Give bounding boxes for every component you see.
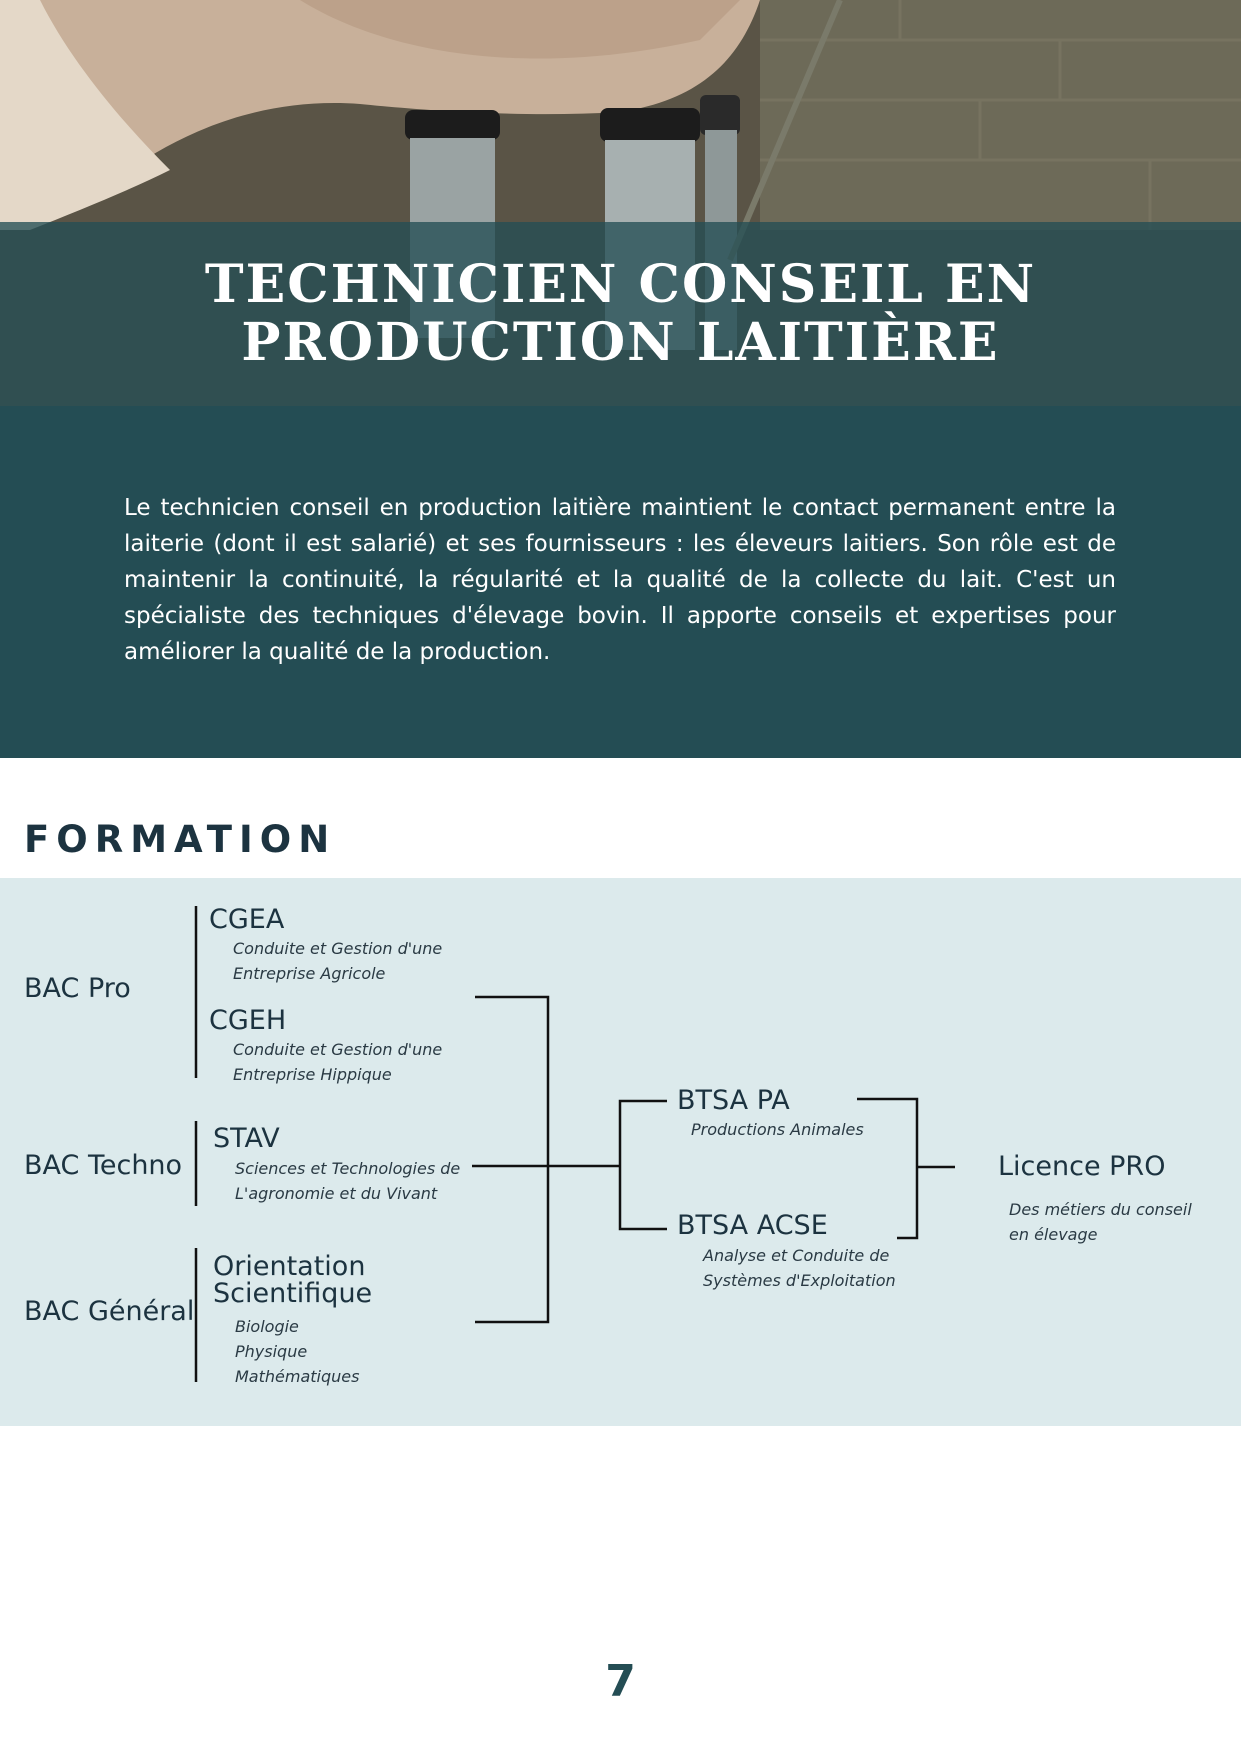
stav-desc-line1: Sciences et Technologies de: [235, 1159, 461, 1178]
bac-pro-label: BAC Pro: [24, 973, 131, 1004]
btsa-pa-desc: Productions Animales: [691, 1120, 864, 1139]
intro-paragraph: Le technicien conseil en production laitière maintient le contact permanent entre la laiterie (dont il est salarié) et ses fournisseurs : les éleveurs laitiers. Son rôle est de maintenir la continuité, la régularité et la qualité de la collecte du lait. C'est un spécialiste des techniques d'élevage bovin. Il apporte conseils et expertises pour améliorer la qualité de la production.: [124, 495, 1116, 665]
formation-heading: FORMATION: [24, 818, 337, 861]
page-title: [0, 256, 1241, 372]
page-number: 7: [605, 1656, 636, 1707]
licence-pro-desc-line2: en élevage: [1009, 1225, 1098, 1244]
orientation-label-line2: Scientifique: [213, 1278, 373, 1309]
intro-block: [0, 406, 1241, 758]
stav-label: STAV: [213, 1123, 280, 1154]
stav-desc-line2: L'agronomie et du Vivant: [235, 1184, 438, 1203]
bac-general-label: BAC Général: [24, 1296, 195, 1327]
cgeh-desc-line1: Conduite et Gestion d'une: [233, 1040, 443, 1059]
formation-diagram: [0, 878, 1241, 1426]
cgea-desc-line1: Conduite et Gestion d'une: [233, 939, 443, 958]
subject-physique: Physique: [235, 1342, 308, 1361]
subject-mathematiques: Mathématiques: [235, 1367, 360, 1386]
orientation-label-line1: Orientation: [213, 1251, 366, 1282]
bac-techno-label: BAC Techno: [24, 1150, 183, 1181]
btsa-merge-bracket: [857, 1099, 917, 1238]
subject-biologie: Biologie: [235, 1317, 299, 1336]
title-line-1: TECHNICIEN CONSEIL EN: [204, 254, 1037, 315]
cgeh-desc-line2: Entreprise Hippique: [233, 1065, 392, 1084]
cgea-label: CGEA: [209, 904, 285, 935]
licence-pro-label: Licence PRO: [998, 1151, 1166, 1182]
btsa-pa-label: BTSA PA: [677, 1085, 790, 1116]
btsa-acse-desc-line2: Systèmes d'Exploitation: [703, 1271, 896, 1290]
cgeh-label: CGEH: [209, 1005, 287, 1036]
btsa-acse-label: BTSA ACSE: [677, 1210, 828, 1241]
licence-pro-desc-line1: Des métiers du conseil: [1009, 1200, 1192, 1219]
btsa-split-bracket: [620, 1101, 667, 1229]
cgea-desc-line2: Entreprise Agricole: [233, 964, 386, 983]
collector-bracket: [475, 997, 548, 1322]
title-line-2: PRODUCTION LAITIÈRE: [241, 312, 1000, 373]
btsa-acse-desc-line1: Analyse et Conduite de: [703, 1246, 890, 1265]
